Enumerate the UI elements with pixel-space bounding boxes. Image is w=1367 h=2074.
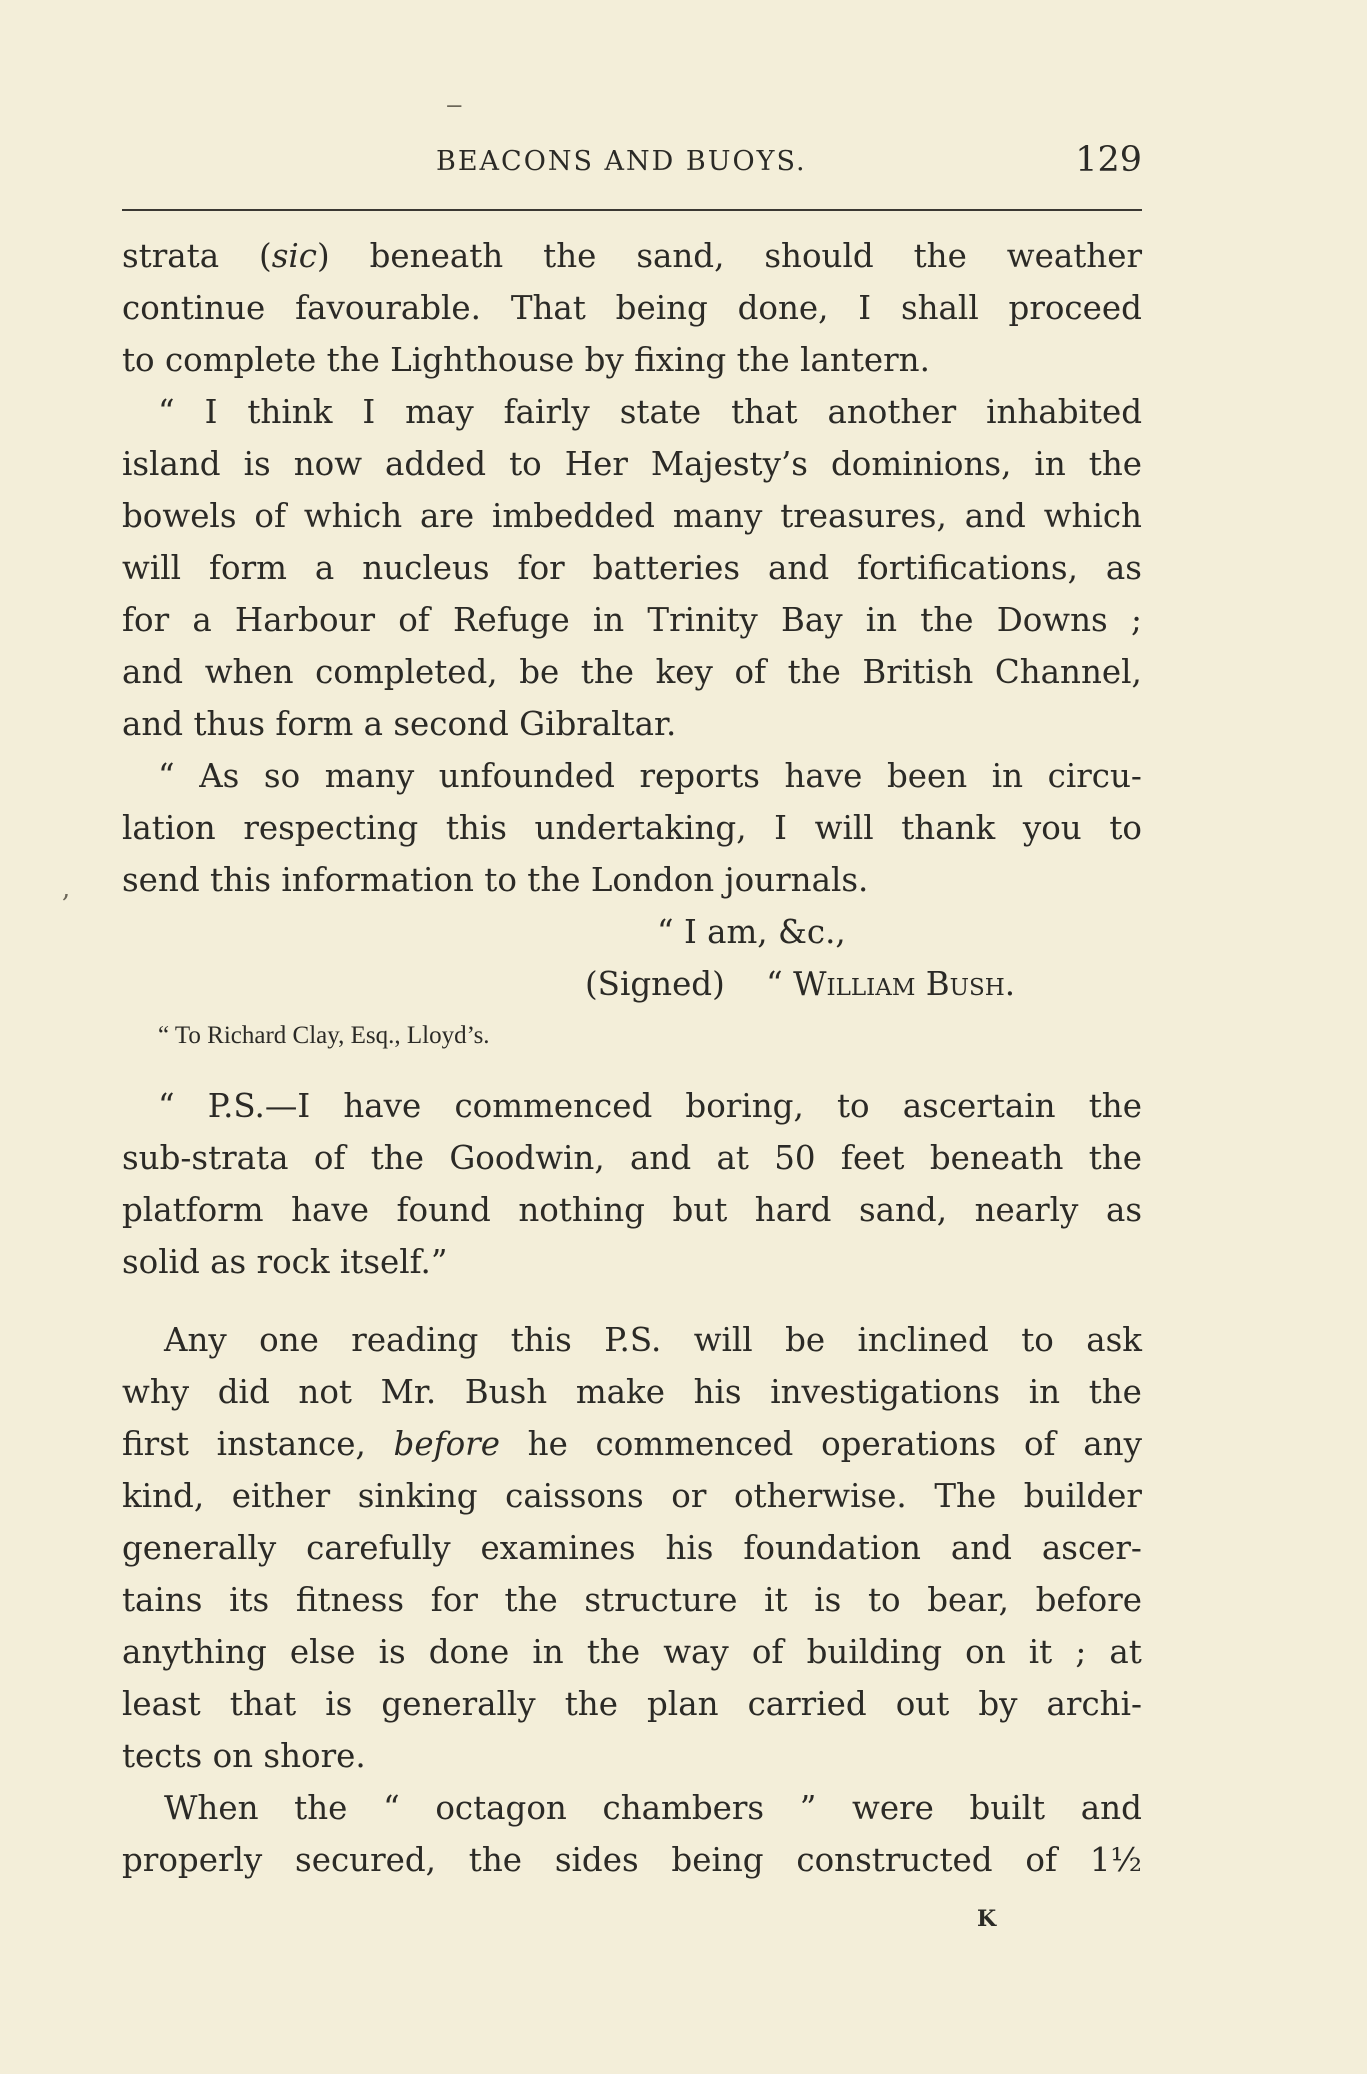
signed-label: (Signed)	[585, 965, 725, 1003]
stray-mark: ‒	[446, 90, 463, 120]
text-line: properly secured, the sides being constructed of 1½	[122, 1841, 1142, 1879]
text-line: tects on shore.	[122, 1737, 366, 1775]
text-line: bowels of which are imbedded many treasures, and which	[122, 497, 1142, 535]
signatory-name: “ William Bush.	[766, 965, 1016, 1003]
text-line: continue favourable. That being done, I shall proceed	[122, 289, 1142, 327]
text-line: tains its fitness for the structure it is to bear, before	[122, 1581, 1142, 1619]
signature-line	[122, 958, 1142, 1010]
closing-line: “ I am, &c.,	[657, 913, 846, 951]
text-line: to complete the Lighthouse by fixing the lantern.	[122, 341, 930, 379]
page-number: 129	[1075, 140, 1142, 180]
text-line: first instance, before he commenced operations of any	[122, 1425, 1142, 1463]
text-line: generally carefully examines his foundation and ascer-	[122, 1529, 1142, 1567]
page-header	[122, 140, 1142, 190]
text-line: strata (sic) beneath the sand, should the weather	[122, 237, 1142, 275]
signature-mark: K	[977, 1906, 998, 1932]
text-line: send this information to the London journals.	[122, 861, 869, 899]
text-line: sub-strata of the Goodwin, and at 50 feet beneath the	[122, 1139, 1142, 1177]
text-line: lation respecting this undertaking, I will thank you to	[122, 809, 1142, 847]
text-line: “ P.S.—I have commenced boring, to ascertain the	[158, 1087, 1142, 1125]
text-line: solid as rock itself.”	[122, 1243, 448, 1281]
text-line: kind, either sinking caissons or otherwise. The builder	[122, 1477, 1142, 1515]
text-line: Any one reading this P.S. will be inclined to ask	[164, 1321, 1142, 1359]
text-line: “ As so many unfounded reports have been in circu-	[158, 757, 1142, 795]
text-line: and when completed, be the key of the British Channel,	[122, 653, 1142, 691]
text-line: anything else is done in the way of building on it ; at	[122, 1633, 1142, 1671]
text-line: platform have found nothing but hard sand, nearly as	[122, 1191, 1142, 1229]
text-line: island is now added to Her Majesty’s dominions, in the	[122, 445, 1142, 483]
text-line: and thus form a second Gibraltar.	[122, 705, 677, 743]
text-line: “ I think I may fairly state that another inhabited	[158, 393, 1142, 431]
running-head: BEACONS AND BUOYS.	[436, 146, 807, 177]
text-line: why did not Mr. Bush make his investigations in the	[122, 1373, 1142, 1411]
addressee-line: “ To Richard Clay, Esq., Lloyd’s.	[158, 1022, 490, 1049]
text-line: least that is generally the plan carried out by archi-	[122, 1685, 1142, 1723]
margin-mark: ,	[62, 874, 71, 904]
text-line: for a Harbour of Refuge in Trinity Bay in the Downs ;	[122, 601, 1142, 639]
body-text	[122, 230, 1142, 1886]
text-line: will form a nucleus for batteries and fortifications, as	[122, 549, 1142, 587]
text-line: When the “ octagon chambers ” were built and	[164, 1789, 1142, 1827]
header-rule	[122, 209, 1142, 211]
